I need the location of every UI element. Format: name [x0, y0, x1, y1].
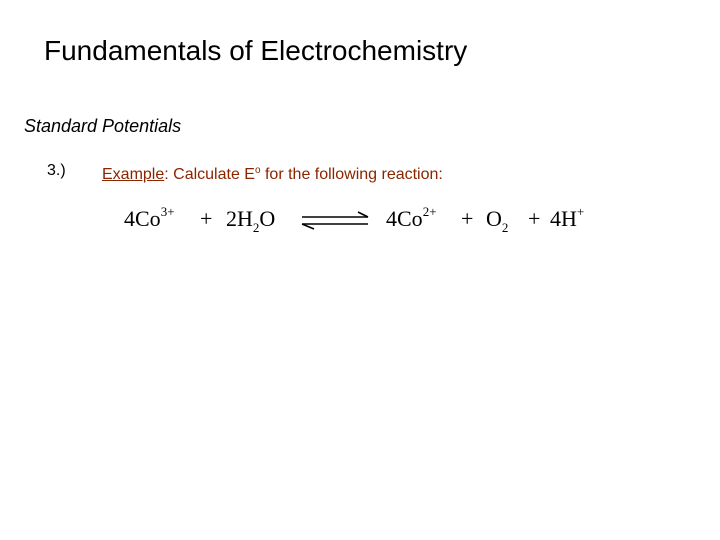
plus-sign: + — [200, 206, 213, 231]
equilibrium-arrow-icon — [298, 208, 372, 232]
item-text-part-1: : Calculate E — [164, 166, 255, 183]
coefficient: 2 — [226, 206, 237, 231]
coefficient: 4 — [386, 206, 397, 231]
plus-sign: + — [528, 206, 541, 231]
species: O — [259, 206, 276, 231]
reactant-water — [226, 206, 276, 235]
subscript: 2 — [252, 220, 260, 235]
degree-superscript: o — [254, 165, 261, 176]
coefficient: 4 — [550, 206, 561, 231]
species: O — [486, 206, 502, 231]
product-hydrogen-ion — [550, 206, 584, 232]
plus-sign: + — [461, 206, 474, 231]
charge: 3+ — [160, 204, 175, 219]
product-oxygen — [486, 206, 509, 235]
species: Co — [397, 206, 423, 231]
species: H — [237, 206, 253, 231]
reactant-cobalt-3 — [124, 206, 175, 232]
charge: 2+ — [422, 204, 437, 219]
coefficient: 4 — [124, 206, 135, 231]
subscript: 2 — [501, 220, 509, 235]
item-number: 3.) — [47, 162, 66, 179]
chemical-equation — [124, 200, 604, 240]
species: Co — [135, 206, 161, 231]
product-cobalt-2 — [386, 206, 437, 232]
charge: + — [576, 204, 585, 219]
item-text-part-2: for the following reaction: — [260, 166, 443, 183]
item-text — [102, 160, 443, 186]
slide-title: Fundamentals of Electrochemistry — [44, 35, 468, 66]
example-keyword: Example — [102, 166, 165, 183]
species: H — [561, 206, 577, 231]
section-subtitle: Standard Potentials — [24, 116, 182, 136]
